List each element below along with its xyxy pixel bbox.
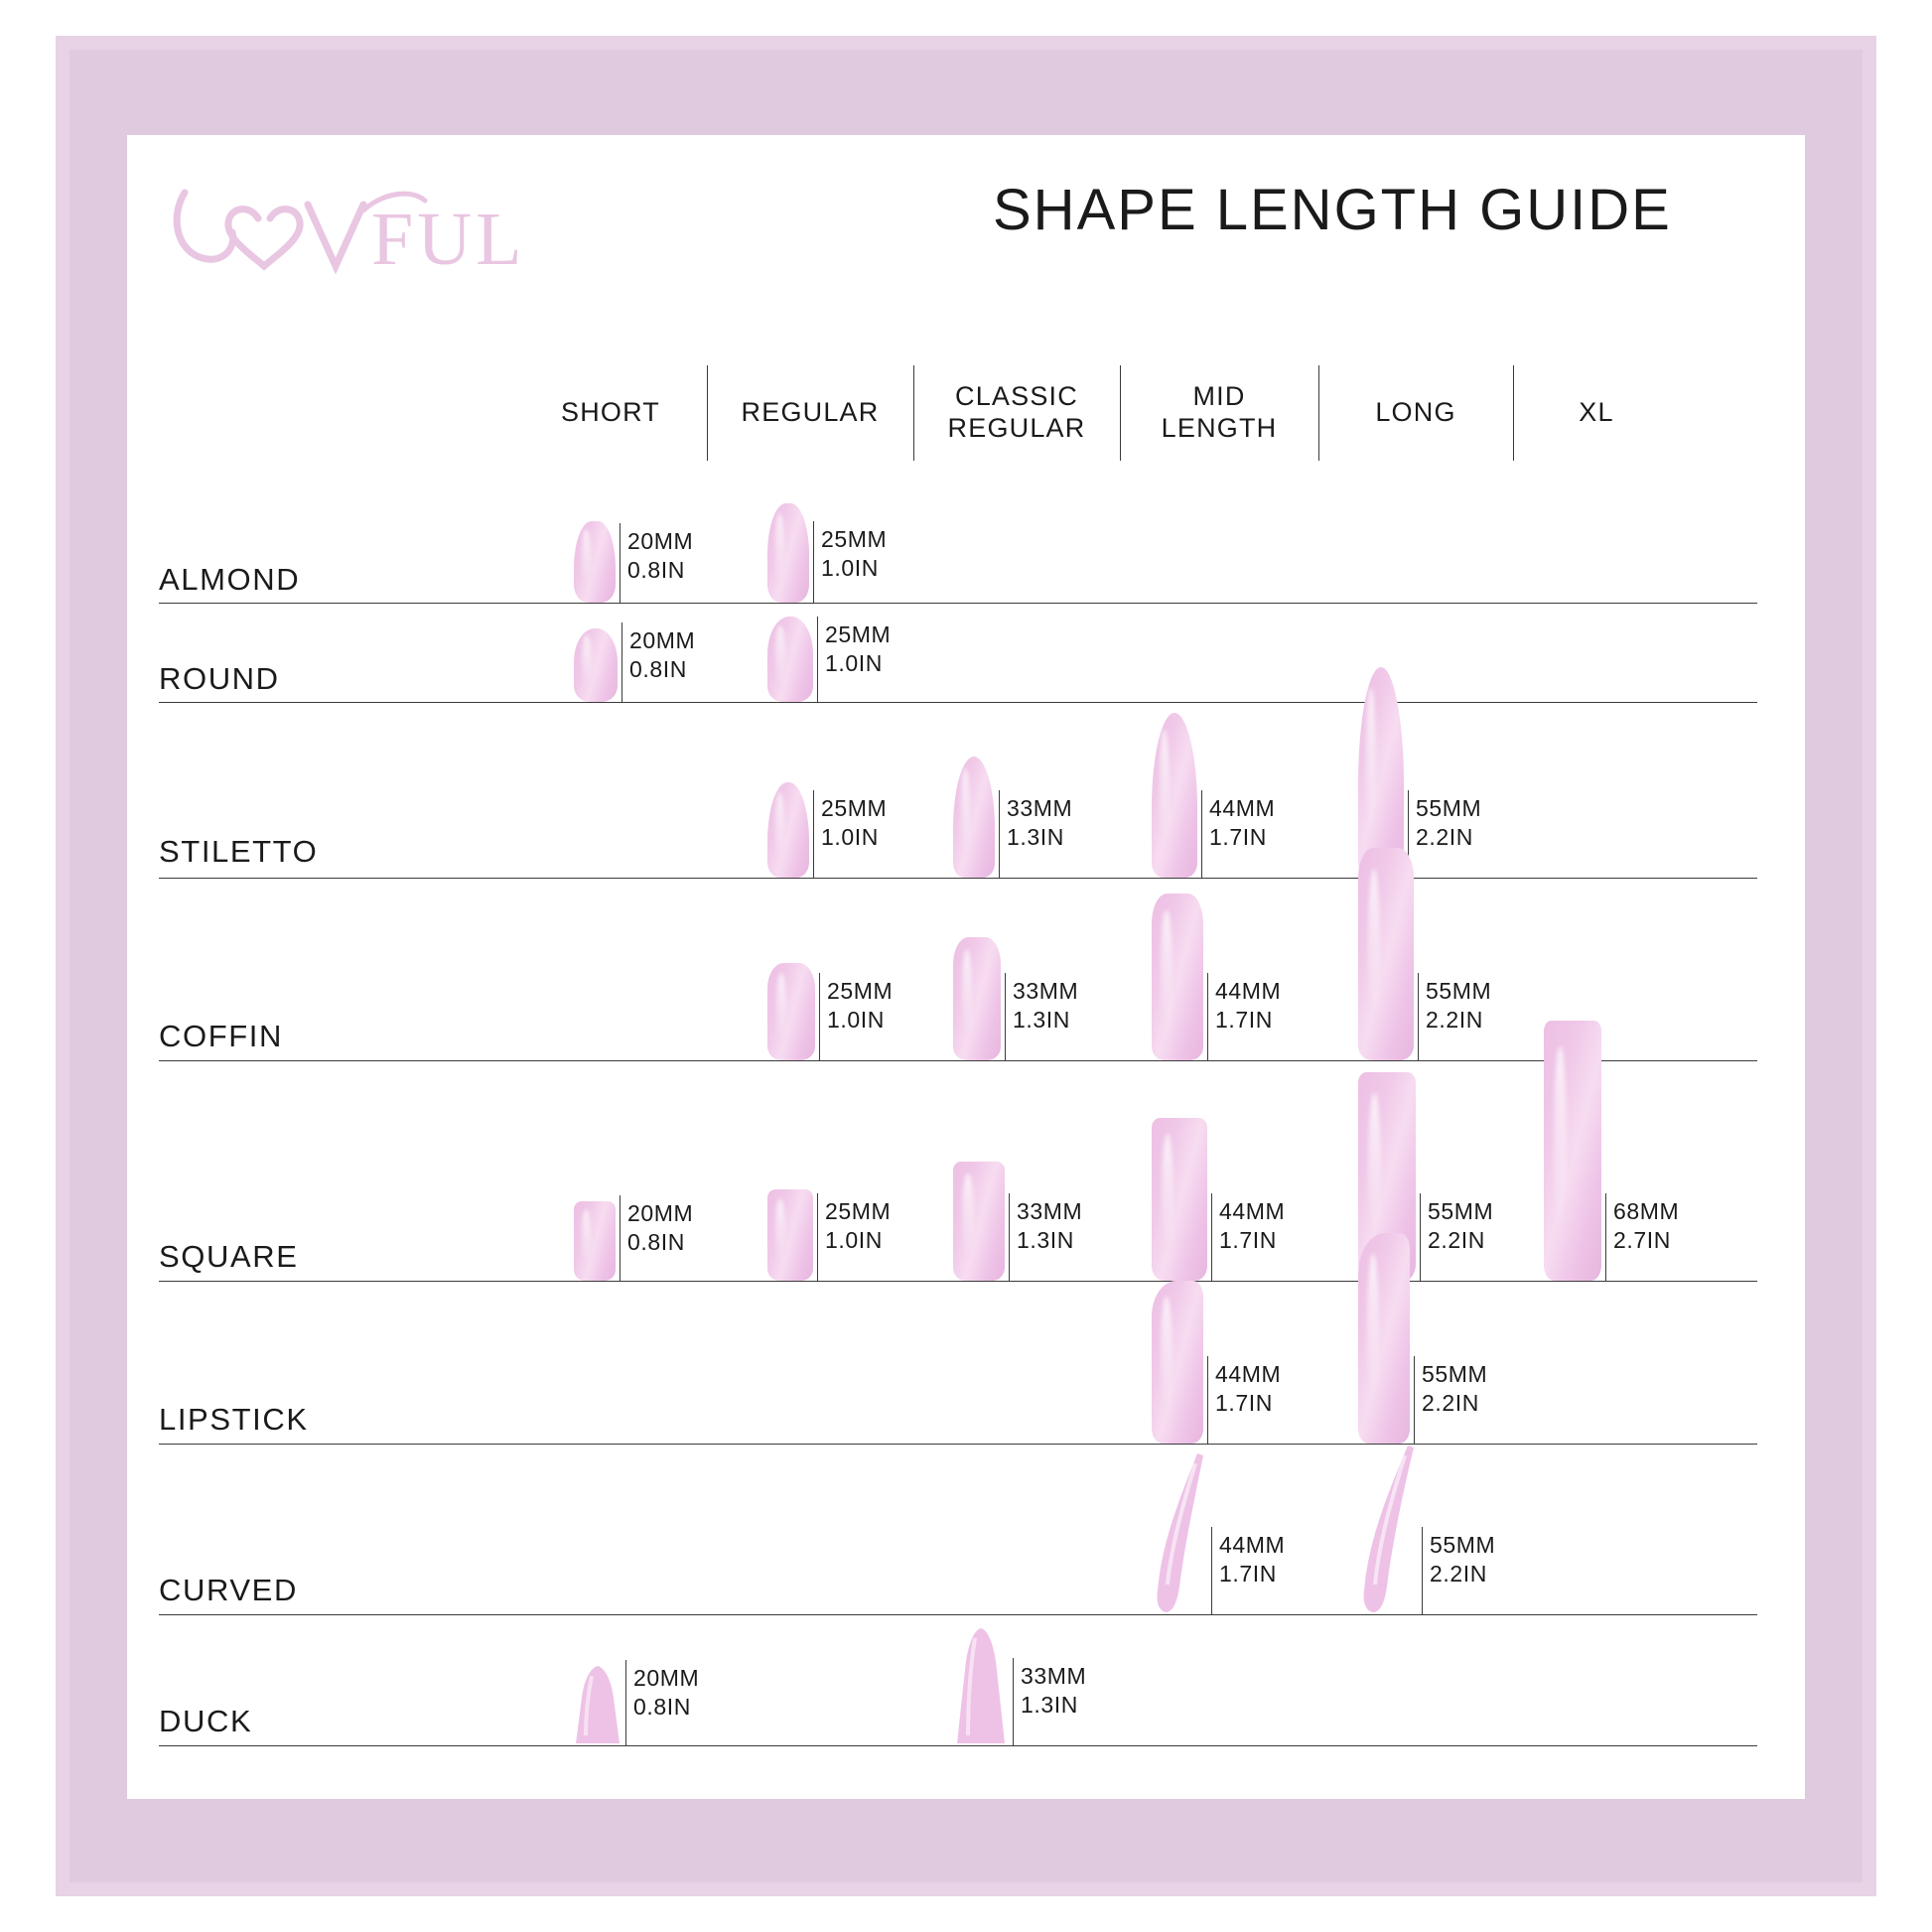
cell-coffin-mid [1152,894,1340,1060]
nail-square-classic [953,1162,1005,1281]
cell-lipstick-mid [1152,1281,1340,1444]
measure-caption: 55MM 2.2IN [1426,978,1492,1034]
measure-tick [1605,1193,1606,1281]
measure-caption: 33MM 1.3IN [1017,1198,1083,1254]
cell-curved-mid [1152,1451,1340,1614]
cell-curved-long [1358,1444,1547,1614]
nail-stiletto-mid [1152,713,1197,878]
row-label-stiletto: STILETTO [159,834,319,869]
measure-caption: 44MM 1.7IN [1219,1198,1286,1254]
measure-caption: 25MM 1.0IN [825,1198,892,1254]
row-label-duck: DUCK [159,1704,253,1738]
row-label-coffin: COFFIN [159,1019,283,1053]
cell-coffin-regular [767,959,946,1060]
measure-caption: 25MM 1.0IN [825,621,892,677]
cell-square-classic [953,1158,1142,1281]
column-header-mid-length: MID LENGTH [1161,381,1278,443]
brand-logo [159,175,586,284]
row-divider-almond [159,603,1757,604]
measure-tick [1009,1193,1010,1281]
measure-caption: 20MM 0.8IN [627,1200,694,1256]
measure-caption: 33MM 1.3IN [1021,1663,1087,1719]
measure-caption: 44MM 1.7IN [1209,795,1276,851]
row-divider-duck [159,1745,1757,1746]
measure-caption: 55MM 2.2IN [1430,1532,1496,1587]
nail-curved-mid [1152,1451,1207,1614]
cell-stiletto-long [1358,667,1547,878]
measure-caption: 25MM 1.0IN [827,978,894,1034]
column-header-long: LONG [1375,397,1456,428]
measure-caption: 44MM 1.7IN [1219,1532,1286,1587]
nail-duck-classic [953,1626,1009,1745]
column-headers [516,365,1678,461]
measure-tick [620,523,621,603]
measure-caption: 68MM 2.7IN [1613,1198,1680,1254]
nail-curved-long [1358,1444,1418,1614]
column-header-regular: REGULAR [741,397,880,428]
row-label-lipstick: LIPSTICK [159,1402,309,1437]
nail-duck-short [574,1664,621,1745]
measure-tick [813,521,814,603]
row-divider-coffin [159,1060,1757,1061]
cell-duck-classic [953,1622,1142,1745]
row-label-square: SQUARE [159,1239,299,1274]
column-divider-3 [1120,365,1121,461]
cell-stiletto-mid [1152,713,1340,878]
measure-caption: 25MM 1.0IN [821,795,888,851]
measure-tick [817,1193,818,1281]
cell-square-short [574,1195,743,1281]
nail-lipstick-mid [1152,1281,1203,1444]
nail-almond-short [574,521,616,603]
measure-tick [1013,1658,1014,1745]
measure-caption: 44MM 1.7IN [1215,978,1282,1034]
cell-square-xl [1544,1021,1742,1281]
measure-tick [1418,973,1419,1060]
measure-caption: 44MM 1.7IN [1215,1361,1282,1417]
svg-text:FUL: FUL [371,198,526,281]
cell-lipstick-long [1358,1233,1547,1444]
column-divider-1 [707,365,708,461]
cell-stiletto-regular [767,778,946,878]
measure-tick [819,973,820,1060]
nail-square-short [574,1201,616,1281]
cell-round-regular [767,613,946,702]
measure-tick [1211,1527,1212,1614]
nail-square-xl [1544,1021,1601,1281]
measure-tick [1211,1193,1212,1281]
nail-square-mid [1152,1118,1207,1281]
measure-tick [620,1195,621,1281]
page-title: SHAPE LENGTH GUIDE [993,178,1672,242]
measure-tick [621,622,622,702]
measure-tick [817,617,818,702]
measure-tick [813,790,814,878]
nail-coffin-regular [767,963,815,1060]
row-label-curved: CURVED [159,1573,298,1607]
nail-round-short [574,628,618,702]
row-label-almond: ALMOND [159,562,301,597]
measure-caption: 20MM 0.8IN [627,528,694,584]
measure-tick [1414,1356,1415,1444]
cell-almond-short [574,513,743,603]
measure-caption: 55MM 2.2IN [1416,795,1482,851]
cell-coffin-long [1358,848,1547,1060]
nail-coffin-long [1358,848,1414,1060]
column-divider-5 [1513,365,1514,461]
column-header-classic-regular: CLASSIC REGULAR [947,381,1086,443]
measure-tick [625,1660,626,1745]
measure-caption: 20MM 0.8IN [629,627,696,683]
measure-tick [999,790,1000,878]
nail-stiletto-long [1358,667,1404,878]
measure-tick [1207,973,1208,1060]
column-header-short: SHORT [560,397,660,428]
measure-tick [1005,973,1006,1060]
measure-caption: 55MM 2.2IN [1428,1198,1494,1254]
nail-round-regular [767,617,813,702]
row-divider-curved [159,1614,1757,1615]
measure-caption: 20MM 0.8IN [633,1665,700,1721]
nail-stiletto-classic [953,757,995,878]
column-header-xl: XL [1579,397,1614,428]
column-divider-2 [913,365,914,461]
measure-caption: 33MM 1.3IN [1013,978,1079,1034]
measure-tick [1201,790,1202,878]
measure-caption: 33MM 1.3IN [1007,795,1073,851]
measure-tick [1207,1356,1208,1444]
cell-round-short [574,621,743,702]
measure-caption: 25MM 1.0IN [821,526,888,582]
row-label-round: ROUND [159,661,280,696]
measure-caption: 55MM 2.2IN [1422,1361,1488,1417]
nail-coffin-mid [1152,894,1203,1060]
nail-lipstick-long [1358,1233,1410,1444]
nail-coffin-classic [953,937,1001,1060]
nail-stiletto-regular [767,782,809,878]
cell-stiletto-classic [953,757,1142,878]
cell-almond-regular [767,503,946,603]
nail-almond-regular [767,503,809,603]
measure-tick [1422,1527,1423,1614]
cell-duck-short [574,1660,743,1745]
column-divider-4 [1318,365,1319,461]
cell-coffin-classic [953,937,1142,1060]
cell-square-regular [767,1183,946,1281]
nail-square-regular [767,1189,813,1281]
cell-square-mid [1152,1116,1340,1281]
